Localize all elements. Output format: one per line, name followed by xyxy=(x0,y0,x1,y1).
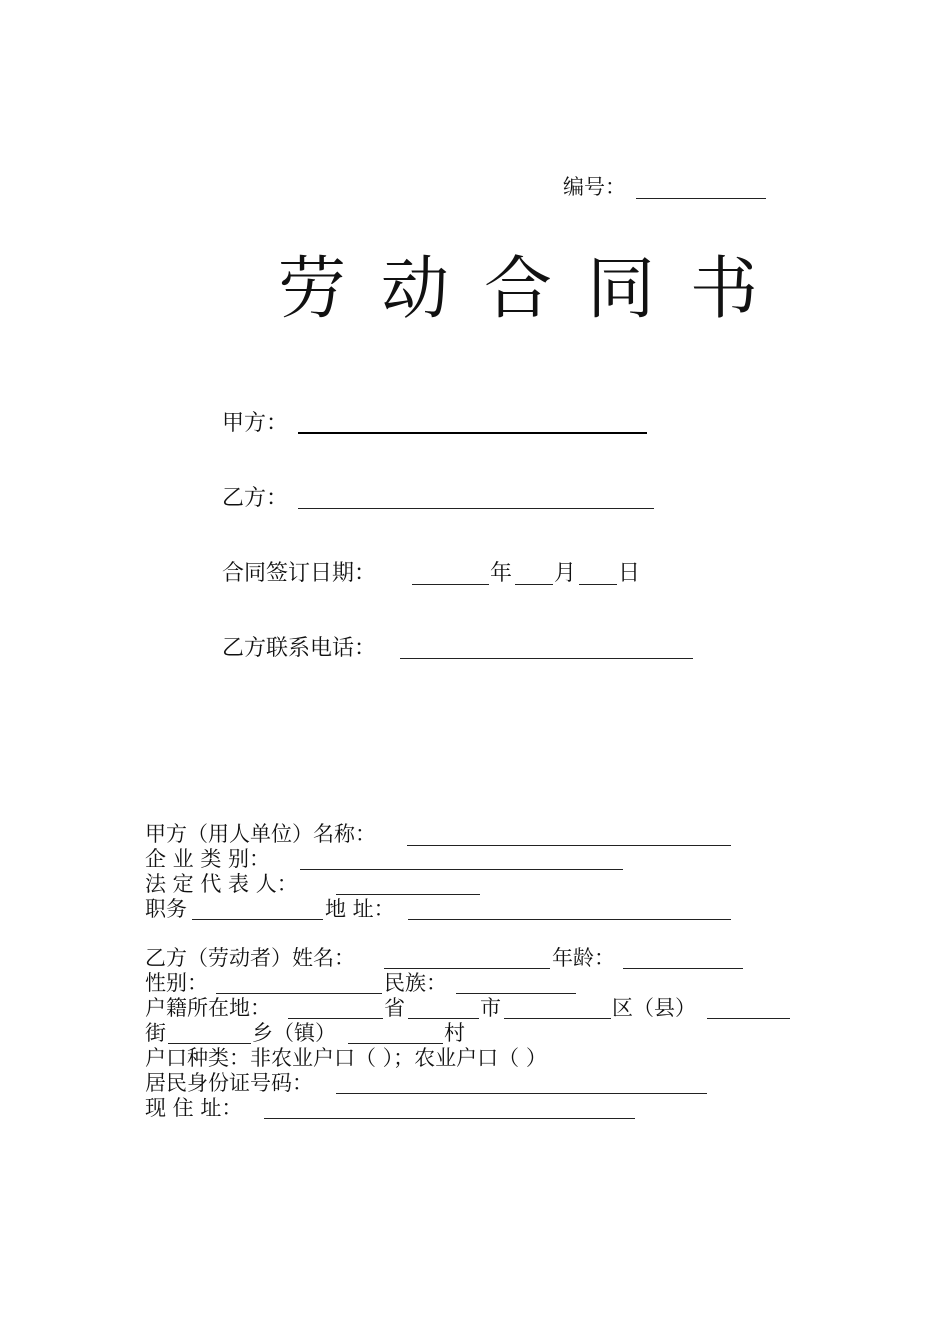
serial-number-label: 编号： xyxy=(563,175,626,199)
legal-rep-label: 法 定 代 表 人： xyxy=(145,872,298,896)
street-field[interactable] xyxy=(168,1043,251,1044)
district-name-field[interactable] xyxy=(707,1018,790,1019)
current-address-label: 现 住 址： xyxy=(145,1096,243,1120)
sign-year-field[interactable] xyxy=(412,584,489,585)
party-b-label: 乙方： xyxy=(222,486,289,511)
current-address-field[interactable] xyxy=(264,1118,635,1119)
day-label: 日 xyxy=(618,561,641,586)
legal-rep-field[interactable] xyxy=(336,894,480,895)
township-label: 乡（镇） xyxy=(252,1021,336,1045)
gender-field[interactable] xyxy=(216,993,382,994)
ethnicity-label: 民族： xyxy=(384,971,447,995)
serial-number-field[interactable] xyxy=(636,198,766,199)
year-label: 年 xyxy=(490,561,513,586)
sign-month-field[interactable] xyxy=(515,584,553,585)
district-field[interactable] xyxy=(504,1018,611,1019)
enterprise-type-label: 企 业 类 别： xyxy=(145,847,271,871)
phone-label: 乙方联系电话： xyxy=(222,636,377,661)
employer-name-field[interactable] xyxy=(407,845,731,846)
employee-name-label: 乙方（劳动者）姓名： xyxy=(145,946,355,970)
enterprise-type-field[interactable] xyxy=(300,869,623,870)
district-label: 区（县） xyxy=(612,996,696,1020)
party-b-field[interactable] xyxy=(298,508,654,509)
title-char: 书 xyxy=(690,250,759,329)
employee-name-field[interactable] xyxy=(384,968,550,969)
position-label: 职务 xyxy=(145,897,187,921)
position-field[interactable] xyxy=(192,919,323,920)
village-label: 村 xyxy=(444,1021,465,1045)
province-field[interactable] xyxy=(288,1018,383,1019)
id-number-field[interactable] xyxy=(336,1093,707,1094)
employer-name-label: 甲方（用人单位）名称： xyxy=(145,822,376,846)
month-label: 月 xyxy=(554,561,577,586)
gender-label: 性别： xyxy=(145,971,208,995)
sign-day-field[interactable] xyxy=(579,584,617,585)
title-char: 同 xyxy=(587,250,656,329)
ethnicity-field[interactable] xyxy=(456,993,576,994)
employer-address-field[interactable] xyxy=(408,919,731,920)
sign-date-label: 合同签订日期： xyxy=(222,561,377,586)
employer-address-label: 地 址： xyxy=(325,897,395,921)
city-field[interactable] xyxy=(408,1018,479,1019)
age-field[interactable] xyxy=(623,968,743,969)
document-title xyxy=(278,250,793,330)
title-char: 动 xyxy=(381,250,450,329)
party-a-label: 甲方： xyxy=(222,411,289,436)
age-label: 年龄： xyxy=(552,946,615,970)
hukou-type: 户口种类：非农业户口（ ）；农业户口（ ） xyxy=(145,1046,547,1070)
hukou-location-label: 户籍所在地： xyxy=(145,996,271,1020)
city-label: 市 xyxy=(480,996,501,1020)
title-char: 合 xyxy=(484,250,553,329)
id-number-label: 居民身份证号码： xyxy=(145,1071,313,1095)
province-label: 省 xyxy=(384,996,405,1020)
street-label: 街 xyxy=(145,1021,166,1045)
township-field[interactable] xyxy=(348,1043,443,1044)
title-char: 劳 xyxy=(278,250,347,329)
party-a-field[interactable] xyxy=(298,432,647,434)
phone-field[interactable] xyxy=(400,658,693,659)
